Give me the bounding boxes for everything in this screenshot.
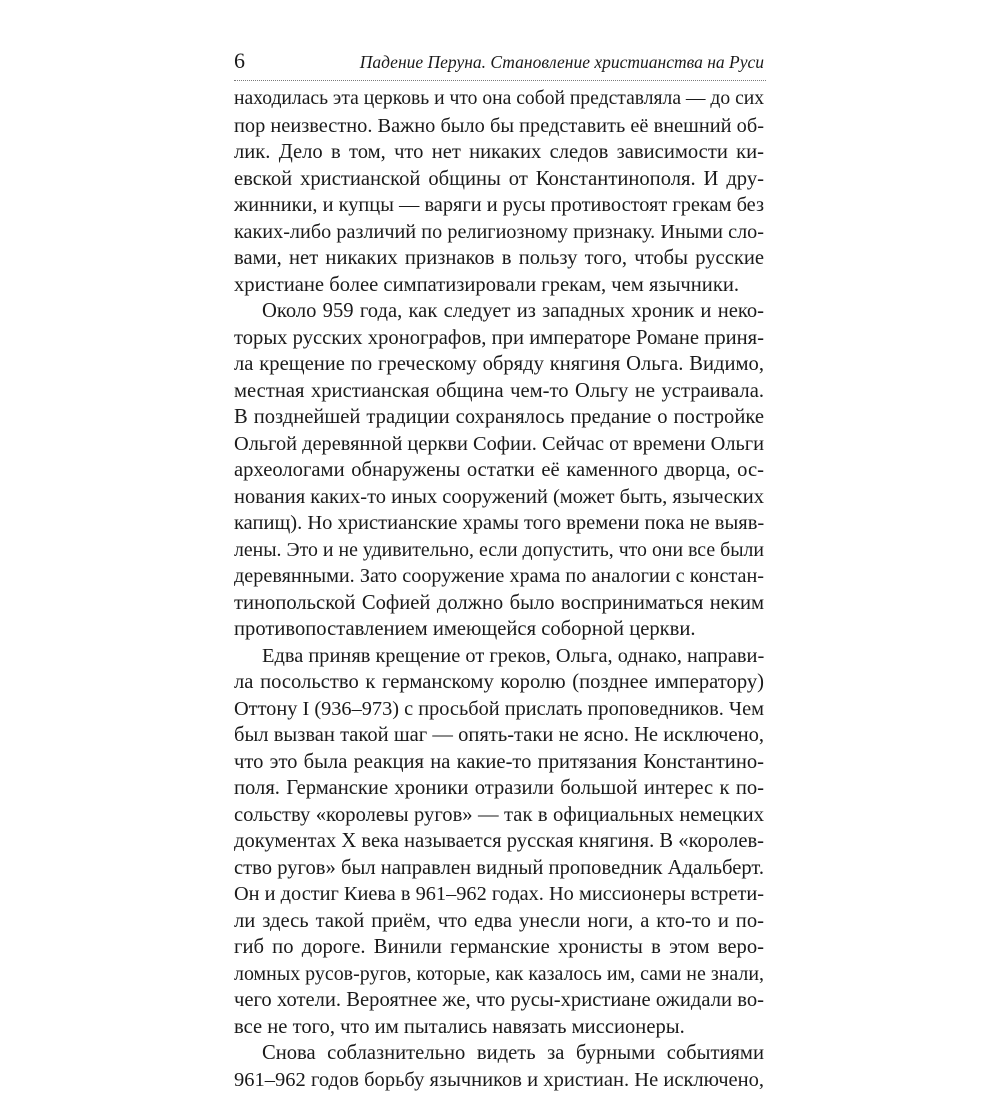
running-title: Падение Перуна. Становление христианства на Руси	[360, 50, 764, 74]
text-line: каких-либо различий по религиозному признаку. Иными сло-	[234, 219, 764, 246]
paragraph-first-line: Около 959 года, как следует из западных хроник и неко-	[234, 298, 764, 325]
paragraph-first-line: Снова соблазнительно видеть за бурными событиями	[234, 1040, 764, 1067]
text-line: сольству «королевы ругов» — так в официальных немецких	[234, 802, 764, 829]
text-line: ли здесь такой приём, что едва унесли ноги, а кто-то и по-	[234, 908, 764, 935]
text-line: ла крещение по греческому обряду княгиня Ольга. Видимо,	[234, 351, 764, 378]
paragraph-first-line: Едва приняв крещение от греков, Ольга, однако, направи-	[234, 643, 764, 670]
text-line: капищ). Но христианские храмы того времени пока не выяв-	[234, 510, 764, 537]
text-line: пор неизвестно. Важно было бы представить её внешний об-	[234, 113, 764, 140]
text-line: тинопольской Софией должно было восприниматься неким	[234, 590, 764, 617]
text-line: лик. Дело в том, что нет никаких следов зависимости ки-	[234, 139, 764, 166]
text-line: ла посольство к германскому королю (позднее императору)	[234, 669, 764, 696]
text-line: археологами обнаружены остатки её каменного дворца, ос-	[234, 457, 764, 484]
text-line: лены. Это и не удивительно, если допустить, что они все были	[234, 537, 764, 564]
text-line: что это была реакция на какие-то притязания Константино-	[234, 749, 764, 776]
text-line: ломных русов-ругов, которые, как казалось им, сами не знали,	[234, 961, 764, 988]
text-line: гиб по дороге. Винили германские хронисты в этом веро-	[234, 934, 764, 961]
text-line: Он и достиг Киева в 961–962 годах. Но миссионеры встрети-	[234, 881, 764, 908]
text-line: Ольгой деревянной церкви Софии. Сейчас от времени Ольги	[234, 431, 764, 458]
text-line: вами, нет никаких признаков в пользу того, чтобы русские	[234, 245, 764, 272]
body-text	[234, 86, 764, 1093]
text-line: христиане более симпатизировали грекам, чем язычники.	[234, 272, 764, 299]
text-line: Оттону I (936–973) с просьбой прислать проповедников. Чем	[234, 696, 764, 723]
text-line: нования каких-то иных сооружений (может быть, языческих	[234, 484, 764, 511]
text-line: жинники, и купцы — варяги и русы противостоят грекам без	[234, 192, 764, 219]
page-header	[234, 48, 766, 78]
text-line: все не того, что им пытались навязать миссионеры.	[234, 1014, 764, 1041]
text-line: поля. Германские хроники отразили большой интерес к по-	[234, 775, 764, 802]
text-line: торых русских хронографов, при императоре Романе приня-	[234, 325, 764, 352]
text-line: находилась эта церковь и что она собой представляла — до сих	[234, 86, 764, 113]
text-line: ство ругов» был направлен видный проповедник Адальберт.	[234, 855, 764, 882]
text-line: деревянными. Зато сооружение храма по аналогии с констан-	[234, 563, 764, 590]
text-line: документах X века называется русская княгиня. В «королев-	[234, 828, 764, 855]
text-line: противопоставлением имеющейся соборной церкви.	[234, 616, 764, 643]
text-line: был вызван такой шаг — опять-таки не ясно. Не исключено,	[234, 722, 764, 749]
text-line: чего хотели. Вероятнее же, что русы-христиане ожидали во-	[234, 987, 764, 1014]
page-number: 6	[234, 48, 245, 74]
text-line: местная христианская община чем-то Ольгу не устраивала.	[234, 378, 764, 405]
header-divider	[234, 80, 766, 81]
text-line: евской христианской общины от Константинополя. И дру-	[234, 166, 764, 193]
text-line: 961–962 годов борьбу язычников и христиан. Не исключено,	[234, 1067, 764, 1093]
text-line: В позднейшей традиции сохранялось предание о постройке	[234, 404, 764, 431]
